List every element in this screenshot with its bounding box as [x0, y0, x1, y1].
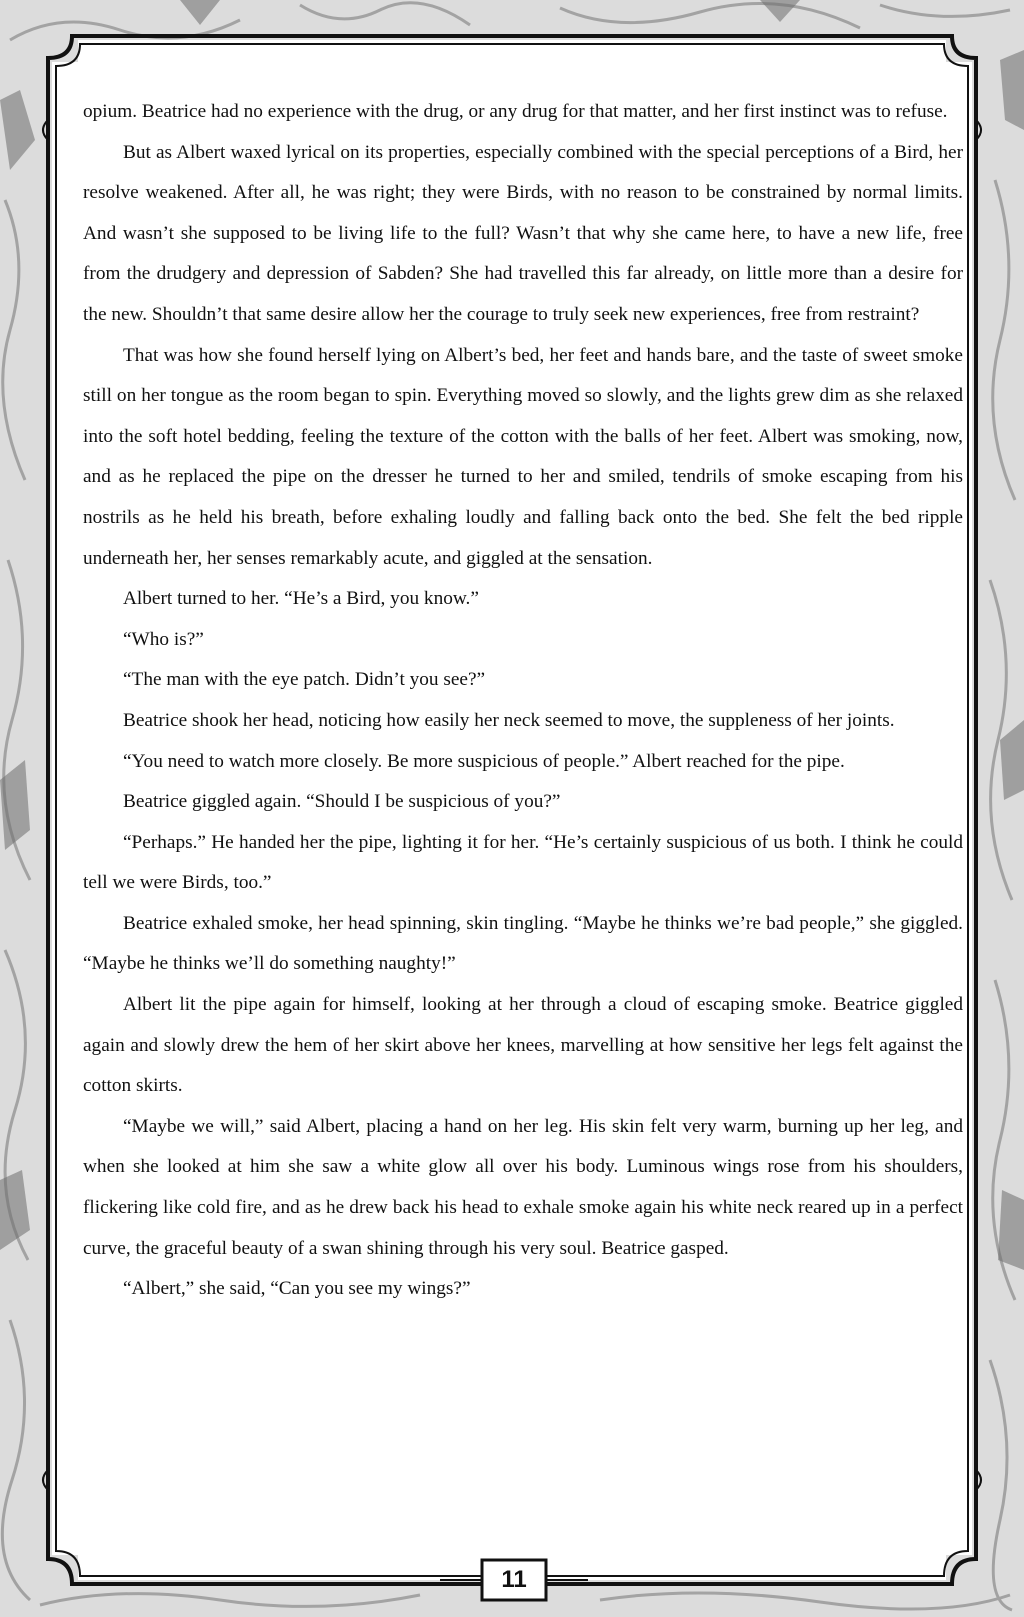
paragraph: But as Albert waxed lyrical on its properties, especially combined with the special perceptions of a Bird, her resolve weakened. After all, he was right; they were Birds, with no reason to be constrained by normal limits. And wasn’t she supposed to be living life to the full? Wasn’t that why she came here, to have a new life, free from the drudgery and depression of Sabden? She had travelled this far already, on little more than a desire for the new. Shouldn’t that same desire allow her the courage to truly seek new experiences, free from restraint? — [83, 141, 963, 325]
body-text — [83, 92, 963, 1512]
paragraph: “The man with the eye patch. Didn’t you see?” — [123, 669, 486, 691]
paragraph: Albert turned to her. “He’s a Bird, you know.” — [123, 588, 479, 610]
paragraph: “Maybe we will,” said Albert, placing a hand on her leg. His skin felt very warm, burning up her leg, and when she looked at him she saw a white glow all over his body. Luminous wings rose from his shoulders, flickering like cold fire, and as he drew back his head to exhale smoke again his white neck reared up in a perfect curve, the graceful beauty of a swan shining through his very soul. Beatrice gasped. — [83, 1115, 963, 1259]
paragraph: “Who is?” — [123, 628, 204, 650]
paragraph: Beatrice exhaled smoke, her head spinning, skin tingling. “Maybe he thinks we’re bad people,” she giggled. “Maybe he thinks we’ll do something naughty!” — [83, 912, 963, 975]
paragraph: Beatrice giggled again. “Should I be suspicious of you?” — [123, 791, 561, 813]
paragraph: “Albert,” she said, “Can you see my wings?” — [123, 1278, 471, 1300]
paragraph: Beatrice shook her head, noticing how easily her neck seemed to move, the suppleness of her joints. — [123, 709, 895, 731]
paragraph: opium. Beatrice had no experience with the drug, or any drug for that matter, and her first instinct was to refuse. — [83, 101, 948, 122]
paragraph: “Perhaps.” He handed her the pipe, lighting it for her. “He’s certainly suspicious of us both. I think he could tell we were Birds, too.” — [83, 831, 963, 894]
paragraph: Albert lit the pipe again for himself, looking at her through a cloud of escaping smoke. Beatrice giggled again and slowly drew the hem of her skirt above her knees, marvelling at how sensitive her legs felt against the cotton skirts. — [83, 994, 963, 1097]
page-number: 11 — [501, 1566, 527, 1593]
paragraph: “You need to watch more closely. Be more suspicious of people.” Albert reached for the pipe. — [123, 750, 845, 772]
paragraph: That was how she found herself lying on Albert’s bed, her feet and hands bare, and the taste of sweet smoke still on her tongue as the room began to spin. Everything moved so slowly, and the lights grew dim as she relaxed into the soft hotel bedding, feeling the texture of the cotton with the balls of her feet. Albert was smoking, now, and as he replaced the pipe on the dresser he turned to her and smiled, tendrils of smoke escaping from his nostrils as he held his breath, before exhaling loudly and falling back onto the bed. She felt the bed ripple underneath her, her senses remarkably acute, and giggled at the sensation. — [83, 344, 963, 569]
